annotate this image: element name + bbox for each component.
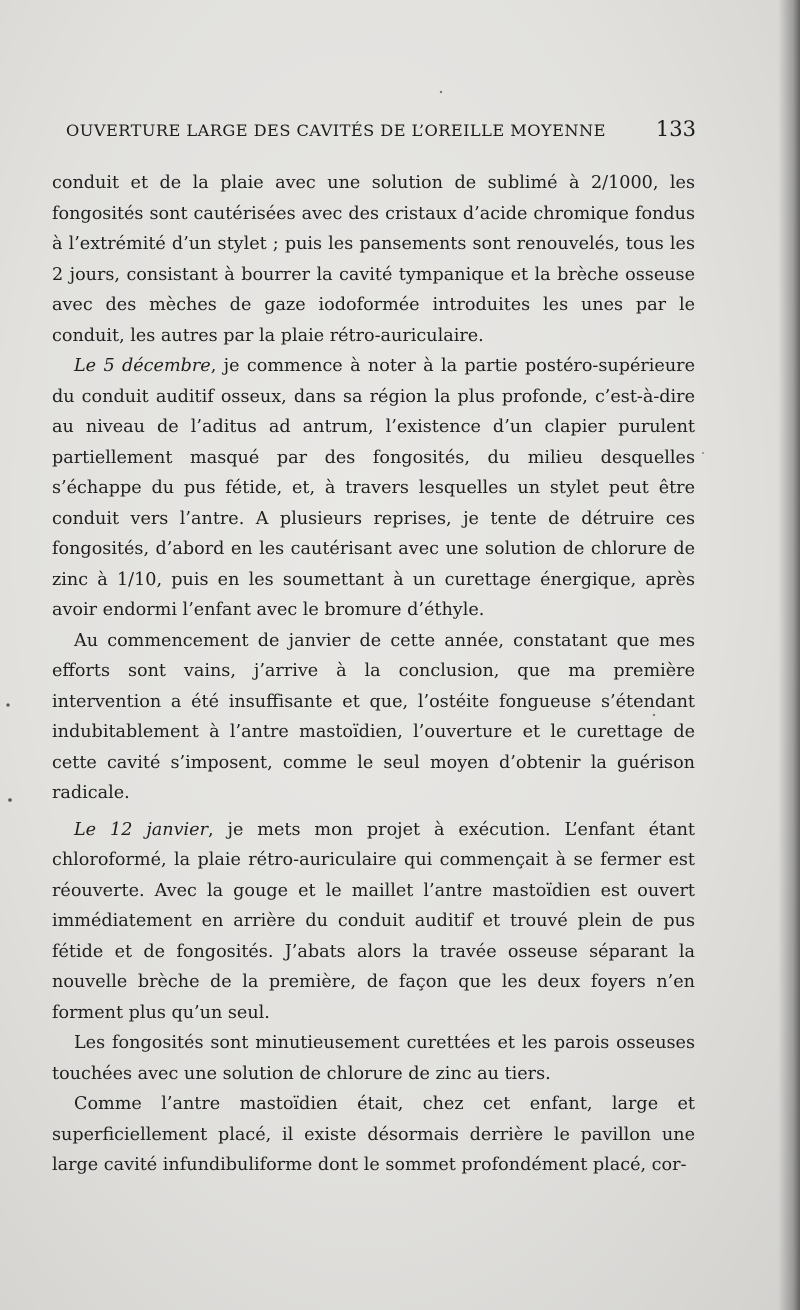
body-text — [52, 168, 695, 1181]
paragraph-6-text: Comme l’antre mastoïdien était, chez cet enfant, large et superficiellement placé, il existe désormais derrière le pavillon une large cavité infundibuliforme dont le sommet profondément placé, cor- — [52, 1094, 695, 1175]
paragraph-4 — [52, 815, 695, 1029]
paper-speck — [440, 91, 442, 93]
paragraph-6 — [52, 1089, 695, 1181]
paragraph-4-text: , je mets mon projet à exécution. L’enfant étant chloroformé, la plaie rétro-auriculaire qui commençait à se fermer est réouverte. Avec la gouge et le maillet l’antre mastoïdien est ouvert immédiatement en arrière du conduit auditif et trouvé plein de pus fétide et de fongosités. J’abats alors la travée osseuse séparant la nouvelle brèche de la première, de façon que les deux foyers n’en forment plus qu’un seul. — [52, 819, 695, 1023]
paragraph-3 — [52, 626, 695, 809]
paragraph-5-text: Les fongosités sont minutieusement curettées et les parois osseuses touchées avec une solution de chlorure de zinc au tiers. — [52, 1033, 695, 1084]
paragraph-2-text: , je commence à noter à la partie postéro-supérieure du conduit auditif osseux, dans sa région la plus profonde, c’est-à-dire au niveau de l’aditus ad antrum, l’existence d’un clapier purulent partiellement masqué par des fongosités, du milieu desquelles s’échappe du pus fétide, et, à travers lesquelles un stylet peut être conduit vers l’antre. A plusieurs reprises, je tente de détruire ces fongosités, d’abord en les cautérisant avec une solution de chlorure de zinc à 1/10, puis en les soumettant à un curettage énergique, après avoir endormi l’enfant avec le bromure d’éthyle. — [52, 356, 695, 620]
paper-speck — [702, 452, 704, 454]
paper-speck — [8, 798, 12, 802]
running-title: OUVERTURE LARGE DES CAVITÉS DE L’OREILLE MOYENNE — [66, 121, 606, 140]
paragraph-4-date: Le 12 janvier — [74, 819, 208, 840]
running-head — [66, 117, 696, 145]
paragraph-1 — [52, 168, 695, 351]
page-number: 133 — [655, 117, 696, 141]
paragraph-3-text: Au commencement de janvier de cette année, constatant que mes efforts sont vains, j’arrive à la conclusion, que ma première intervention a été insuffisante et que, l’ostéite fongueuse s’étendant indubitablement à l’antre mastoïdien, l’ouverture et le curettage de cette cavité s’imposent, comme le seul moyen d’obtenir la guérison radicale. — [52, 630, 695, 803]
paragraph-5 — [52, 1028, 695, 1089]
paper-speck — [6, 703, 9, 706]
paragraph-2-date: Le 5 décembre — [74, 356, 211, 376]
paragraph-1-text: conduit et de la plaie avec une solution de sublimé à 2/1000, les fongosités sont cautérisées avec des cristaux d’acide chromique fondus à l’extrémité d’un stylet ; puis les pansements sont renouvelés, tous les 2 jours, consistant à bourrer la cavité tympanique et la brèche osseuse avec des mèches de gaze iodoformée introduites les unes par le conduit, les autres par la plaie rétro-auriculaire. — [52, 173, 695, 346]
paragraph-2 — [52, 351, 695, 626]
